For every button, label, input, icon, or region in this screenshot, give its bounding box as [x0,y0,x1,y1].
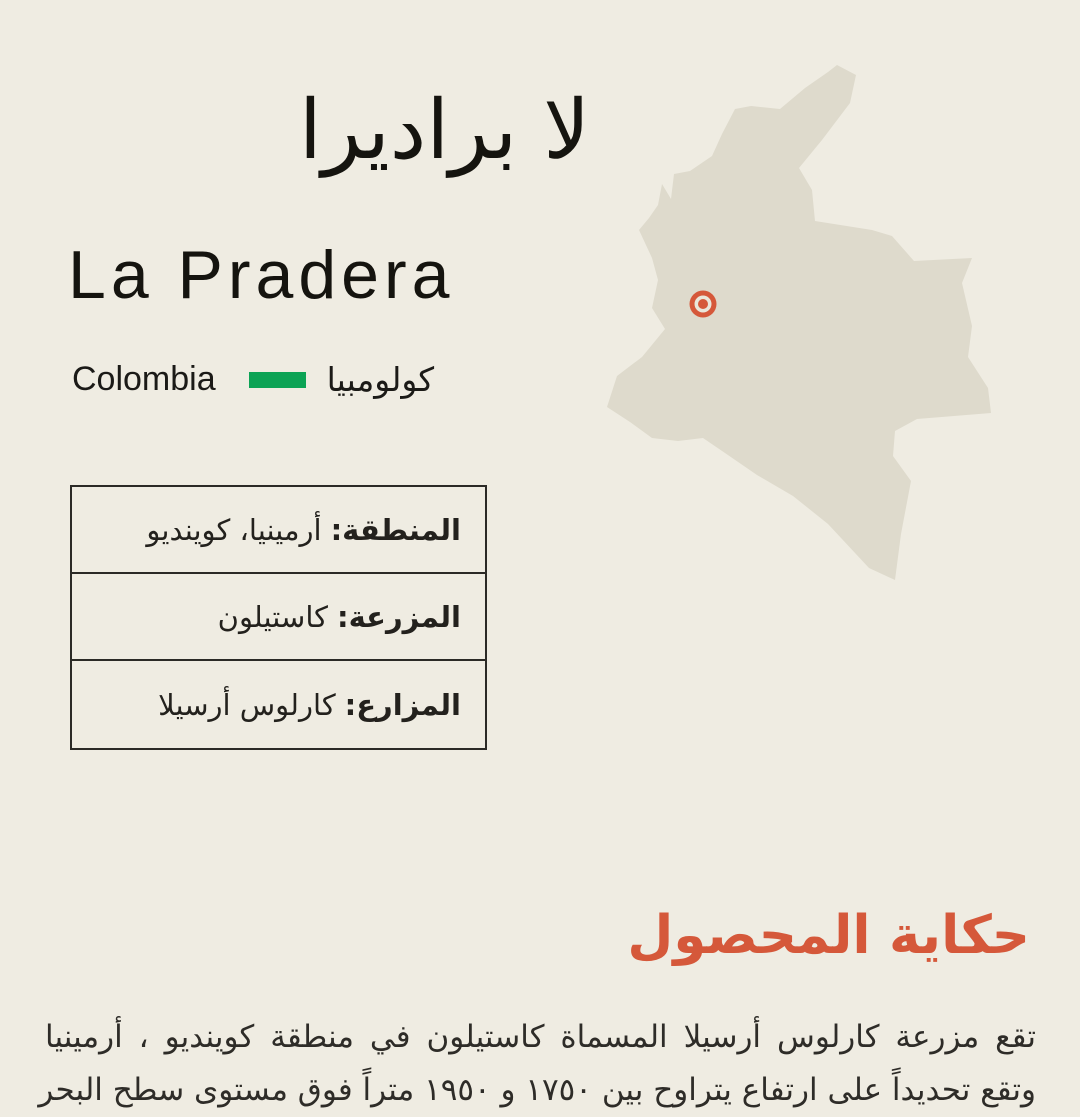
green-dash-rect [249,372,306,388]
farmer-label: المزارع: [344,687,461,722]
table-row-region [72,487,485,574]
farm-location-marker [690,291,717,318]
marker-center-dot [698,299,708,309]
region-value: أرمينيا، كوينديو [146,512,322,547]
country-name-latin: Colombia [72,360,216,398]
product-title-arabic: لا براديرا [298,83,590,178]
product-title-latin: La Pradera [68,237,455,313]
colombia-map [604,63,994,580]
table-row-farmer [72,661,485,748]
story-line-2-clipped: وتقع تحديداً على ارتفاع يتراوح بين ١٧٥٠ و ١٩٥٠ متراً فوق مستوى سطح البحر [38,1072,1036,1108]
farm-value: كاستيلون [217,599,328,634]
table-row-farm [72,574,485,661]
colombia-map-shape [607,65,991,580]
country-name-arabic: كولومبيا [326,360,435,399]
farm-details-table [70,485,487,750]
green-dash-divider [249,372,306,388]
story-line-1: تقع مزرعة كارلوس أرسيلا المسماة كاستيلون في منطقة كوينديو ، أرمينيا [45,1019,1036,1055]
colombia-map-container [604,63,994,580]
story-paragraph [38,1011,1036,1117]
story-section-heading: حكاية المحصول [627,905,1030,966]
region-label: المنطقة: [330,512,461,547]
country-row [72,360,434,399]
farmer-value: كارلوس أرسيلا [158,687,336,722]
farm-label: المزرعة: [336,599,461,634]
